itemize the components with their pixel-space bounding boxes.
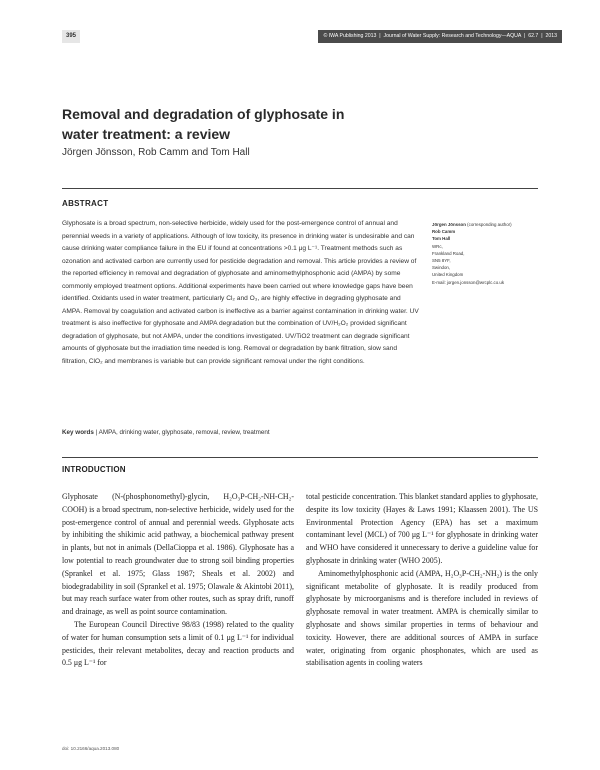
keywords-label: Key words — [62, 429, 94, 436]
page-number: 395 — [62, 30, 80, 43]
keywords: Key words | AMPA, drinking water, glyphosate, removal, review, treatment — [62, 429, 270, 436]
copyright-text: © IWA Publishing 2013 — [323, 33, 377, 39]
divider — [62, 457, 538, 458]
keywords-list: AMPA, drinking water, glyphosate, removal, review, treatment — [98, 429, 270, 436]
year: 2013 — [545, 33, 557, 39]
affiliation-line: United Kingdom — [432, 272, 464, 278]
journal-banner: © IWA Publishing 2013 | Journal of Water Supply: Research and Technology—AQUA | 62.7 | 2013 — [318, 30, 562, 43]
article-authors: Jörgen Jönsson, Rob Camm and Tom Hall — [62, 147, 250, 158]
affiliation-email: E-mail: jorgen.jonsson@wrcplc.co.uk — [432, 279, 505, 285]
divider — [62, 188, 538, 189]
affiliation-line: Swindon, — [432, 265, 451, 271]
abstract-heading: ABSTRACT — [62, 199, 109, 208]
volume-issue: 62.7 — [528, 33, 539, 39]
body-paragraph: Glyphosate (N-(phosphonomethyl)-glycin, H₂O₃P-CH₂-NH-CH₂-COOH) is a broad spectrum, non-selective herbicide, widely used for the post-emergence control of annual and perennial weeds. Glyphosate acts by inhibiting the shikimic acid pathway, a biochemical pathway present in plants, but not in animals (DellaCioppa et al. 1986). Glyphosate has a low potential to reach groundwater due to strong soil binding properties (Sprankel et al. 1975; Glass 1987; Sheals et al. 2002) and biodegradability in soil (Sprankel et al. 1975; Olawale & Akintobi 2011), but may reach surface water from other routes, such as spray drift, runoff and drainage, as well as point source contamination. — [62, 492, 294, 617]
affiliation-line: WRc, — [432, 243, 443, 249]
author-affiliation — [432, 221, 542, 286]
journal-name: Journal of Water Supply: Research and Technology—AQUA — [383, 33, 522, 39]
abstract-text: Glyphosate is a broad spectrum, non-selective herbicide, widely used for the post-emergence control of annual and perennial weeds in a variety of applications. Although of low toxicity, its presence in drinking water is undesirable and can cause drinking water compliance failure in the EU if found at concentrations >0.1 μg L⁻¹. Treatment methods such as ozonation and activated carbon are currently used for pesticide degradation and removal. This article provides a review of the reported efficiency in removal and degradation of glyphosate and aminomethylphosphonic acid (AMPA) by some commonly employed treatment options. Additional experiments have been carried out where knowledge gaps have been identified. Oxidants used in water treatment, particularly Cl₂ and O₃, are highly effective in degrading glyphosate and AMPA. Removal by coagulation and activated carbon is ineffective as a barrier against contamination in drinking water. UV treatment is also ineffective for glyphosate and AMPA degradation but the combination of UV/H₂O₂ provided significant degradation of glyphosate, but not AMPA, under the conditions investigated. UV/TiO2 treatment can degrade significant amounts of glyphosate but the irradiation time needed is long. Removal or degradation by bank filtration, slow sand filtration, ClO₂ and membranes is variable but can provide significant removal under the right conditions. — [62, 220, 419, 365]
affiliation-line: SN5 8YF, — [432, 258, 451, 264]
body-column-left — [62, 491, 294, 670]
article-title: Removal and degradation of glyphosate in water treatment: a review — [62, 106, 345, 142]
body-paragraph: total pesticide concentration. This blanket standard applies to glyphosate, despite its low toxicity (Hayes & Laws 1991; Klaassen 2001). The US Environmental Protection Agency (EPA) has set a maximum contaminant level (MCL) of 700 μg L⁻¹ for glyphosate in drinking water and WHO have considered it unnecessary to derive a guideline value for glyphosate in drinking water (WHO 2005). — [306, 492, 538, 565]
body-paragraph: The European Council Directive 98/83 (1998) related to the quality of water for human consumption sets a limit of 0.1 μg L⁻¹ for individual pesticides, their relevant metabolites, decay and reaction products and 0.5 μg L⁻¹ for — [62, 619, 294, 668]
body-paragraph: Aminomethylphosphonic acid (AMPA, H₂O₃P-CH₂-NH₂) is the only significant metabolite of glyphosate. It is readily produced from glyphosate by microorganisms and is therefore included in reviews of glyphosate removal in water treatment. AMPA is chemically similar to glyphosate and shows similar properties in terms of behaviour and toxicity. However, there are additional sources of AMPA in surface water, originating from organic phosphonates, which are used as stabilisation agents in cooling waters — [306, 568, 538, 668]
introduction-heading: INTRODUCTION — [62, 465, 126, 474]
running-header — [0, 30, 600, 43]
corresponding-note: (corresponding author) — [467, 222, 512, 227]
affiliation-author-3: Tom Hall — [432, 236, 451, 242]
affiliation-author-1: Jörgen Jönsson — [432, 222, 466, 227]
doi-footer: doi: 10.2166/aqua.2013.080 — [62, 746, 120, 751]
body-column-right — [306, 491, 538, 670]
affiliation-line: Frankland Road, — [432, 250, 465, 256]
affiliation-author-2: Rob Camm — [432, 229, 456, 235]
